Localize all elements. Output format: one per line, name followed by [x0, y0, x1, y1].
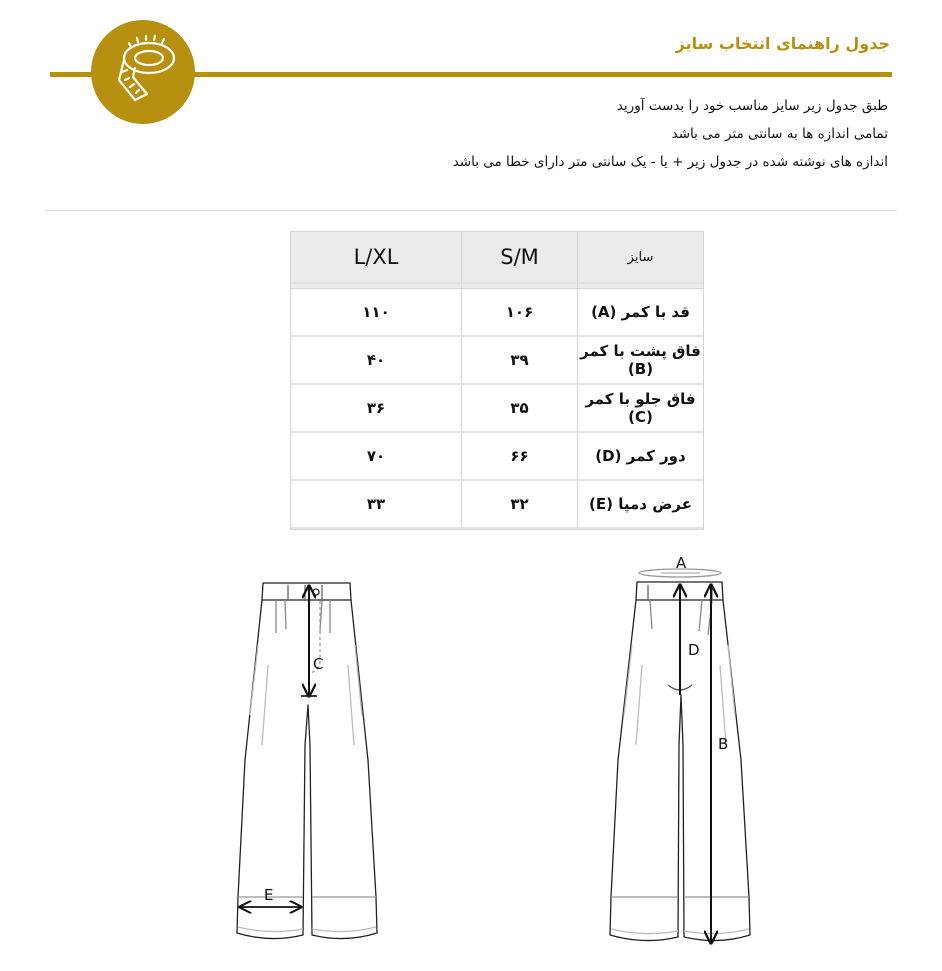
table-row	[291, 481, 703, 529]
section-divider	[45, 210, 897, 211]
row-label: دور کمر (D)	[578, 433, 703, 481]
note-line: اندازه های نوشته شده در جدول زیر + یا - یک سانتی متر دارای خطا می باشد	[452, 154, 888, 170]
label-c: C	[313, 655, 324, 673]
table-row	[291, 289, 703, 337]
note-line: طبق جدول زیر سایز مناسب خود را بدست آورید	[616, 98, 888, 114]
cell-sm: ۳۹	[462, 337, 578, 385]
size-table	[290, 231, 704, 530]
label-a: A	[676, 554, 687, 572]
table-row	[291, 337, 703, 385]
row-label: قد با کمر (A)	[578, 289, 703, 337]
header-size: سایز	[578, 232, 703, 284]
table-row	[291, 385, 703, 433]
note-line: تمامی اندازه ها به سانتی متر می باشد	[671, 126, 888, 142]
size-notes	[453, 92, 888, 176]
header-lxl: L/XL	[291, 232, 462, 284]
table-row	[291, 433, 703, 481]
label-b: B	[718, 735, 729, 753]
row-label: عرض دمپا (E)	[578, 481, 703, 529]
cell-sm: ۱۰۶	[462, 289, 578, 337]
header-sm: S/M	[462, 232, 578, 284]
row-label: فاق جلو با کمر (C)	[578, 385, 703, 433]
page-title: جدول راهنمای انتخاب سایز	[675, 34, 890, 53]
pants-measurement-diagram	[0, 545, 942, 965]
cell-sm: ۳۵	[462, 385, 578, 433]
label-e: E	[264, 886, 274, 904]
cell-lxl: ۳۳	[291, 481, 462, 529]
pants-front-view	[237, 583, 377, 939]
row-label: فاق پشت با کمر (B)	[578, 337, 703, 385]
cell-lxl: ۳۶	[291, 385, 462, 433]
table-header-row	[291, 232, 703, 284]
measuring-tape-icon	[91, 20, 195, 124]
cell-sm: ۳۲	[462, 481, 578, 529]
measuring-tape-badge	[91, 20, 195, 124]
cell-lxl: ۴۰	[291, 337, 462, 385]
label-d: D	[688, 641, 700, 659]
cell-sm: ۶۶	[462, 433, 578, 481]
cell-lxl: ۱۱۰	[291, 289, 462, 337]
cell-lxl: ۷۰	[291, 433, 462, 481]
